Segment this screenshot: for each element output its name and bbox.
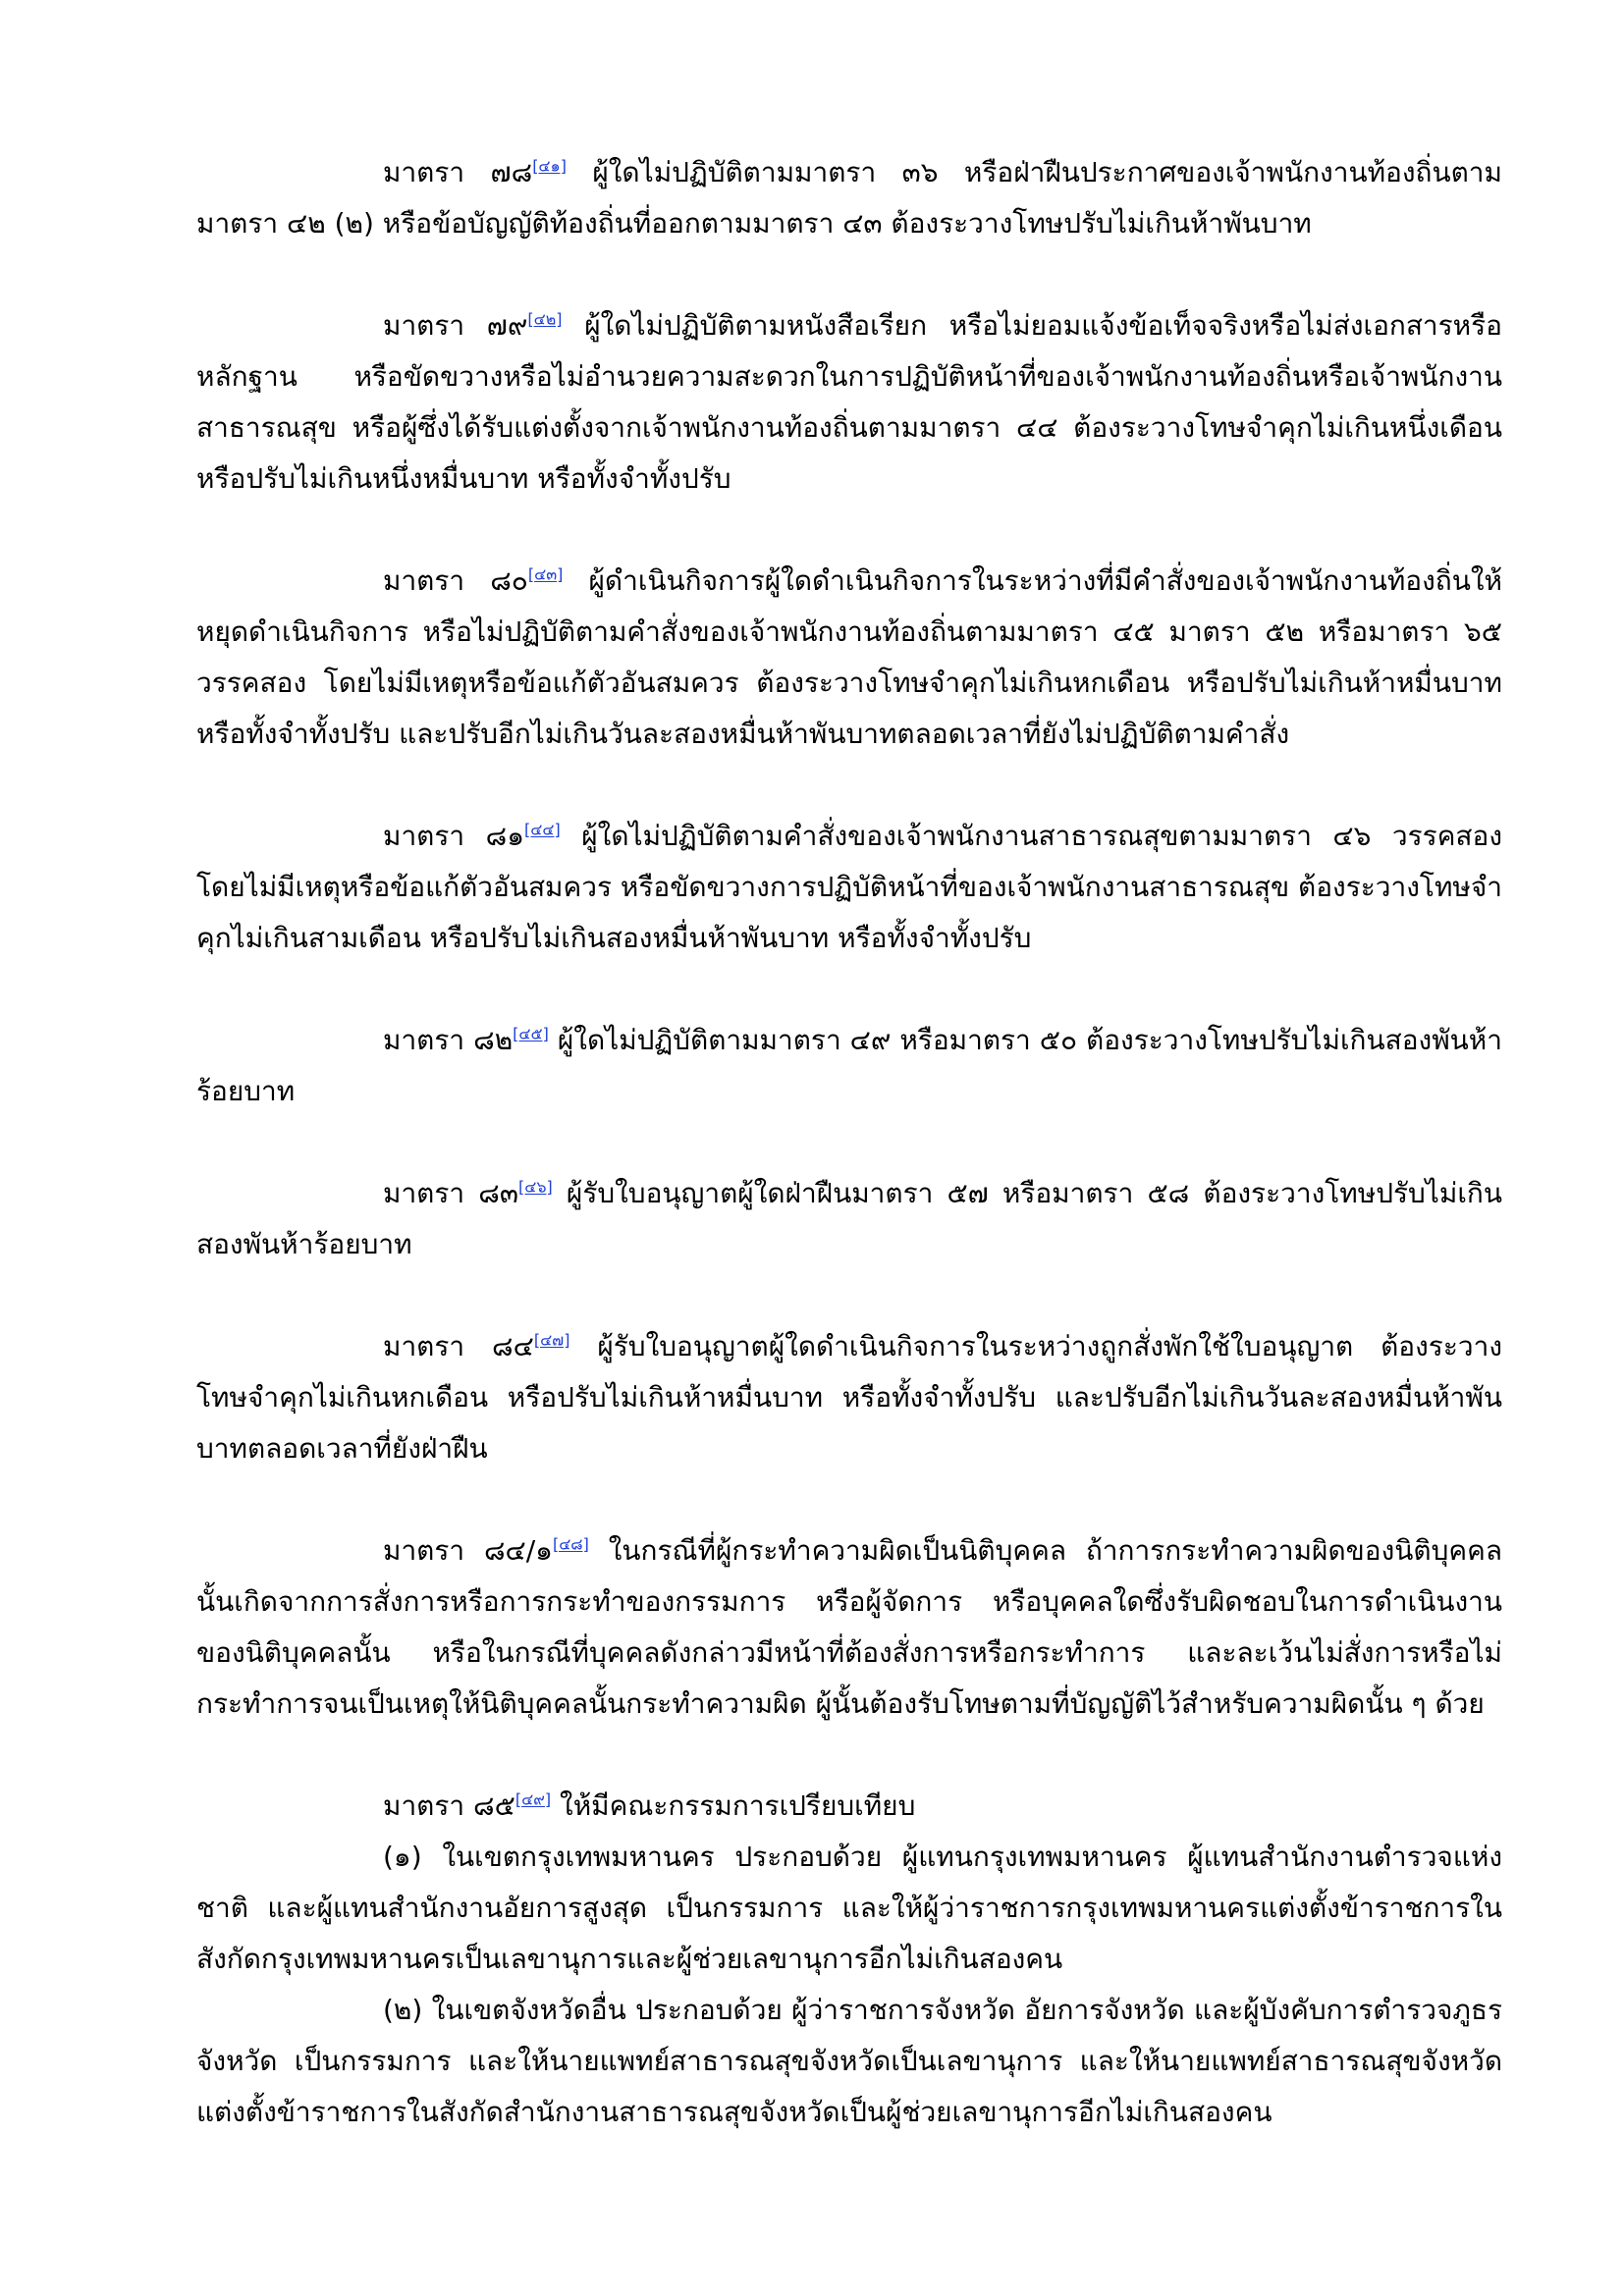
sub-item-1 (196, 1832, 1502, 1985)
section-label: มาตรา ๘๔ (383, 1330, 534, 1362)
section-84-1 (196, 1525, 1502, 1730)
sub-item-text: (๒) ในเขตจังหวัดอื่น ประกอบด้วย ผู้ว่าราชการจังหวัด อัยการจังหวัด และผู้บังคับการตำรวจภูธรจังหวัด เป็นกรรมการ และให้นายแพทย์สาธารณสุขจังหวัดเป็นเลขานุการ และให้นายแพทย์สาธารณสุขจังหวัดแต่งตั้งข้าราชการในสังกัดสำนักงานสาธารณสุขจังหวัดเป็นผู้ช่วยเลขานุการอีกไม่เกินสองคน (196, 1994, 1502, 2128)
section-label: มาตรา ๘๔/๑ (383, 1534, 553, 1567)
section-label: มาตรา ๗๘ (383, 156, 533, 188)
footnote-link[interactable]: [๔๖] (518, 1177, 553, 1197)
footnote-link[interactable]: [๔๑] (532, 156, 567, 176)
section-79 (196, 300, 1502, 505)
sub-item-text: (๑) ในเขตกรุงเทพมหานคร ประกอบด้วย ผู้แทนกรุงเทพมหานคร ผู้แทนสำนักงานตำรวจแห่งชาติ และผู้แทนสำนักงานอัยการสูงสุด เป็นกรรมการ และให้ผู้ว่าราชการกรุงเทพมหานครแต่งตั้งข้าราชการในสังกัดกรุงเทพมหานครเป็นเลขานุการและผู้ช่วยเลขานุการอีกไม่เกินสองคน (196, 1841, 1502, 1975)
section-78 (196, 147, 1502, 249)
footnote-link[interactable]: [๔๘] (552, 1534, 589, 1554)
section-label: มาตรา ๘๐ (383, 564, 528, 597)
section-83 (196, 1168, 1502, 1270)
section-label: มาตรา ๘๑ (383, 820, 525, 852)
section-80 (196, 556, 1502, 760)
section-text: ในกรณีที่ผู้กระทำความผิดเป็นนิติบุคคล ถ้าการกระทำความผิดของนิติบุคคลนั้นเกิดจากการสั่งการหรือการกระทำของกรรมการ หรือผู้จัดการ หรือบุคคลใดซึ่งรับผิดชอบในการดำเนินงานของนิติบุคคลนั้น หรือในกรณีที่บุคคลดังกล่าวมีหน้าที่ต้องสั่งการหรือกระทำการ และละเว้นไม่สั่งการหรือไม่กระทำการจนเป็นเหตุให้นิติบุคคลนั้นกระทำความผิด ผู้นั้นต้องรับโทษตามที่บัญญัติไว้สำหรับความผิดนั้น ๆ ด้วย (196, 1534, 1502, 1720)
document-page (196, 147, 1502, 2138)
section-text: ผู้รับใบอนุญาตผู้ใดฝ่าฝืนมาตรา ๕๗ หรือมาตรา ๕๘ ต้องระวางโทษปรับไม่เกินสองพันห้าร้อยบาท (196, 1177, 1502, 1260)
section-label: มาตรา ๗๙ (383, 309, 528, 342)
footnote-link[interactable]: [๔๕] (513, 1024, 549, 1043)
section-text: ผู้ดำเนินกิจการผู้ใดดำเนินกิจการในระหว่างที่มีคำสั่งของเจ้าพนักงานท้องถิ่นให้หยุดดำเนินกิจการ หรือไม่ปฏิบัติตามคำสั่งของเจ้าพนักงานท้องถิ่นตามมาตรา ๔๕ มาตรา ๕๒ หรือมาตรา ๖๕ วรรคสอง โดยไม่มีเหตุหรือข้อแก้ตัวอันสมควร ต้องระวางโทษจำคุกไม่เกินหกเดือน หรือปรับไม่เกินห้าหมื่นบาท หรือทั้งจำทั้งปรับ และปรับอีกไม่เกินวันละสองหมื่นห้าพันบาทตลอดเวลาที่ยังไม่ปฏิบัติตามคำสั่ง (196, 564, 1503, 750)
section-82 (196, 1015, 1502, 1117)
footnote-link[interactable]: [๔๙] (514, 1789, 552, 1809)
section-label: มาตรา ๘๕ (383, 1789, 515, 1822)
section-84 (196, 1321, 1502, 1474)
section-text: ผู้ใดไม่ปฏิบัติตามหนังสือเรียก หรือไม่ยอมแจ้งข้อเท็จจริงหรือไม่ส่งเอกสารหรือหลักฐาน หรือขัดขวางหรือไม่อำนวยความสะดวกในการปฏิบัติหน้าที่ของเจ้าพนักงานท้องถิ่นหรือเจ้าพนักงานสาธารณสุข หรือผู้ซึ่งได้รับแต่งตั้งจากเจ้าพนักงานท้องถิ่นตามมาตรา ๔๔ ต้องระวางโทษจำคุกไม่เกินหนึ่งเดือน หรือปรับไม่เกินหนึ่งหมื่นบาท หรือทั้งจำทั้งปรับ (196, 309, 1502, 495)
section-text: ผู้ใดไม่ปฏิบัติตามมาตรา ๔๙ หรือมาตรา ๕๐ ต้องระวางโทษปรับไม่เกินสองพันห้าร้อยบาท (196, 1024, 1502, 1107)
footnote-link[interactable]: [๔๗] (533, 1330, 570, 1350)
section-text: ผู้ใดไม่ปฏิบัติตามคำสั่งของเจ้าพนักงานสาธารณสุขตามมาตรา ๔๖ วรรคสอง โดยไม่มีเหตุหรือข้อแก้ตัวอันสมควร หรือขัดขวางการปฏิบัติหน้าที่ของเจ้าพนักงานสาธารณสุข ต้องระวางโทษจำคุกไม่เกินสามเดือน หรือปรับไม่เกินสองหมื่นห้าพันบาท หรือทั้งจำทั้งปรับ (196, 820, 1503, 954)
section-label: มาตรา ๘๒ (383, 1024, 514, 1056)
footnote-link[interactable]: [๔๓] (527, 564, 564, 584)
section-text: ให้มีคณะกรรมการเปรียบเทียบ (560, 1789, 916, 1822)
footnote-link[interactable]: [๔๒] (527, 309, 563, 329)
section-85 (196, 1781, 1502, 1832)
footnote-link[interactable]: [๔๔] (524, 820, 561, 839)
section-text: ผู้รับใบอนุญาตผู้ใดดำเนินกิจการในระหว่างถูกสั่งพักใช้ใบอนุญาต ต้องระวางโทษจำคุกไม่เกินหกเดือน หรือปรับไม่เกินห้าหมื่นบาท หรือทั้งจำทั้งปรับ และปรับอีกไม่เกินวันละสองหมื่นห้าพันบาทตลอดเวลาที่ยังฝ่าฝืน (196, 1330, 1502, 1465)
section-text: ผู้ใดไม่ปฏิบัติตามมาตรา ๓๖ หรือฝ่าฝืนประกาศของเจ้าพนักงานท้องถิ่นตามมาตรา ๔๒ (๒) หรือข้อบัญญัติท้องถิ่นที่ออกตามมาตรา ๔๓ ต้องระวางโทษปรับไม่เกินห้าพันบาท (196, 156, 1502, 240)
section-81 (196, 811, 1502, 964)
section-label: มาตรา ๘๓ (383, 1177, 519, 1209)
sub-item-2 (196, 1985, 1502, 2138)
